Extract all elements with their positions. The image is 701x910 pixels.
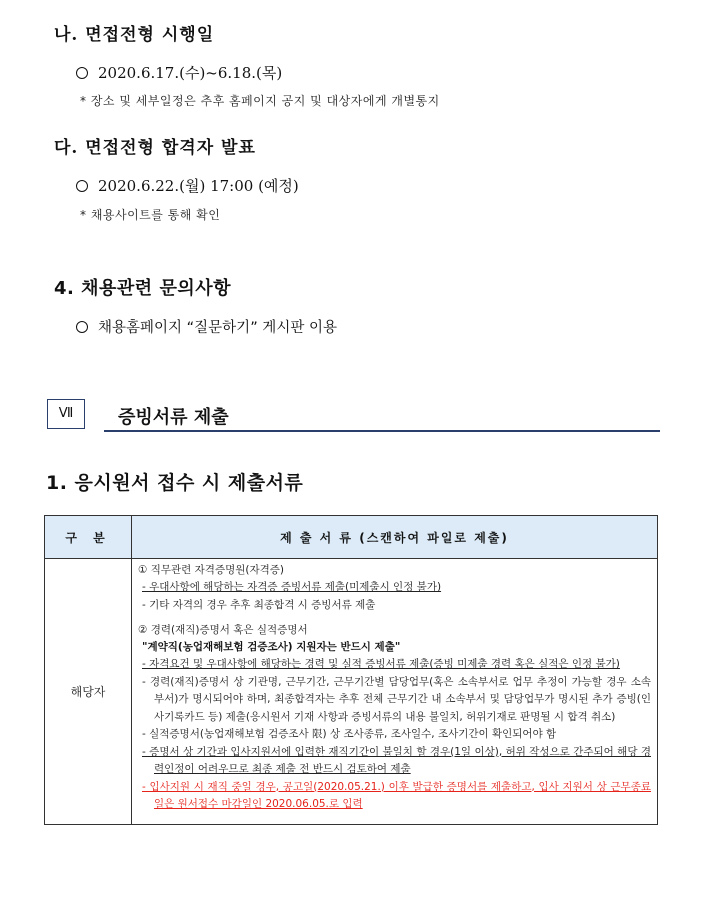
- table-header-category: 구 분: [45, 516, 132, 559]
- inquiry-line: [76, 316, 337, 337]
- item2-title: ② 경력(재직)증명서 혹은 실적증명서: [138, 624, 308, 636]
- item1-title: ① 직무관련 자격증명원(자격증): [138, 564, 284, 576]
- circle-bullet-icon: [76, 67, 88, 79]
- section-title: 증빙서류 제출: [118, 407, 229, 428]
- documents-heading: 1. 응시원서 접수 시 제출서류: [46, 472, 304, 494]
- item2-sub4: - 증명서 상 기간과 입사지원서에 입력한 재직기간이 불일치 할 경우(1일 이상), 허위 작성으로 간주되어 해당 경력인정이 어려우므로 최종 제출 전 반드시 검토하여 제출: [142, 745, 651, 775]
- item2-emphasis: "계약직(농업재해보험 검증조사) 지원자는 반드시 제출": [142, 641, 401, 653]
- interview-date-line: [76, 62, 282, 83]
- item1-sub2: - 기타 자격의 경우 추후 최종합격 시 증빙서류 제출: [142, 598, 376, 611]
- interview-result-heading: 다. 면접전형 합격자 발표: [54, 138, 256, 158]
- circle-bullet-icon: [76, 321, 88, 333]
- section-number-box: Ⅶ: [47, 399, 85, 429]
- circle-bullet-icon: [76, 180, 88, 192]
- interview-date-heading: 나. 면접전형 시행일: [54, 25, 215, 45]
- row-label: 해당자: [45, 559, 132, 825]
- section-underline: [104, 430, 660, 432]
- interview-date-note: * 장소 및 세부일정은 추후 홈페이지 공지 및 대상자에게 개별통지: [80, 94, 440, 108]
- interview-result-line: [76, 175, 299, 196]
- item2-sub3: - 실적증명서(농업재해보험 검증조사 限) 상 조사종류, 조사일수, 조사기간이 확인되어야 함: [142, 728, 557, 740]
- row-content: [132, 559, 658, 825]
- item2-sub5: - 입사지원 시 재직 중일 경우, 공고일(2020.05.21.) 이후 발급한 증명서를 제출하고, 입사 지원서 상 근무종료일은 원서접수 마감일인 2020.06.05.로 입력: [142, 780, 651, 810]
- item1-sub1: - 우대사항에 해당하는 자격증 증빙서류 제출(미제출시 인정 불가): [142, 581, 442, 593]
- table-header-row: [45, 516, 658, 559]
- table-row: [45, 559, 658, 825]
- interview-result-note: * 채용사이트를 통해 확인: [80, 208, 221, 222]
- documents-table: [44, 515, 658, 825]
- table-header-documents: 제 출 서 류 (스캔하여 파일로 제출): [132, 516, 658, 559]
- interview-date-value: 2020.6.17.(수)~6.18.(목): [98, 64, 283, 82]
- inquiry-heading: 4. 채용관련 문의사항: [54, 278, 231, 299]
- item2-sub1: - 자격요건 및 우대사항에 해당하는 경력 및 실적 증빙서류 제출(증빙 미제출 경력 혹은 실적은 인정 불가): [142, 658, 620, 670]
- item2-sub2: - 경력(재직)증명서 상 기관명, 근무기간, 근무기간별 담당업무(혹은 소속부서로 업무 추정이 가능할 경우 소속부서)가 명시되어야 하며, 최종합격자는 추후 전체 근무기간 내 소속부서 및 담당업무가 명시된 추가 증빙(인사기록카드 등) 제출(응시원서 기재 사항과 증빙서류의 내용 불일치, 허위기재로 판명될 시 합격 취소): [142, 675, 651, 723]
- interview-result-value: 2020.6.22.(월) 17:00 (예정): [98, 177, 299, 195]
- inquiry-text: 채용홈페이지 “질문하기” 게시판 이용: [98, 320, 337, 336]
